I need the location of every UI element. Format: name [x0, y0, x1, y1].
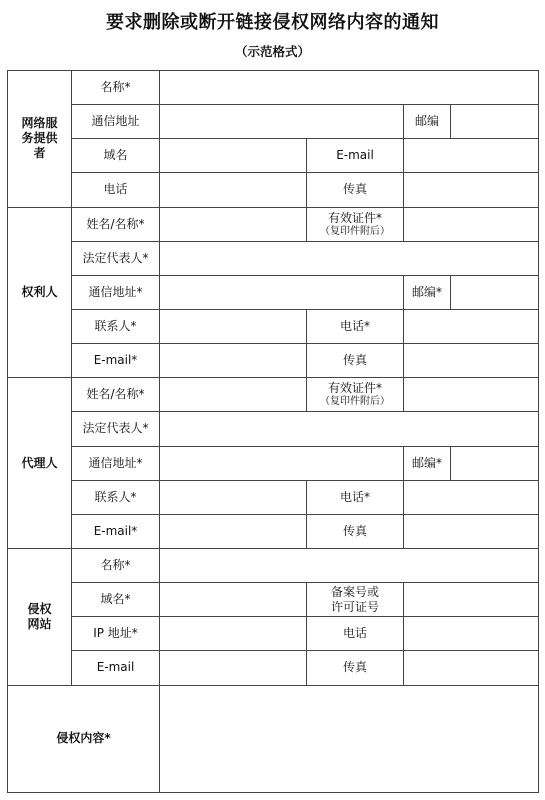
isp-postcode-label: 邮编 — [404, 105, 451, 139]
rh-address-field[interactable] — [160, 275, 404, 309]
rh-legal-rep-field[interactable] — [160, 241, 539, 275]
agent-fax-label: 传真 — [307, 514, 404, 548]
isp-postcode-field[interactable] — [451, 105, 539, 139]
rh-row-email — [8, 344, 539, 378]
isp-row-domain — [8, 139, 539, 173]
notice-form-table — [7, 70, 539, 793]
site-name-label: 名称* — [72, 548, 160, 582]
rh-row-contact — [8, 309, 539, 343]
site-ip-label: IP 地址* — [72, 617, 160, 651]
rh-id-doc-text: 有效证件* — [327, 210, 382, 225]
agent-id-doc-label — [307, 378, 404, 412]
site-row-name — [8, 548, 539, 582]
content-label: 侵权内容* — [8, 685, 160, 792]
site-fax-label: 传真 — [307, 651, 404, 685]
rh-fax-field[interactable] — [404, 344, 539, 378]
isp-section-label-text: 网络服务提供者 — [21, 116, 58, 161]
agent-row-email — [8, 514, 539, 548]
form-subtitle: （示范格式） — [234, 44, 310, 59]
site-email-field[interactable] — [160, 651, 307, 685]
agent-row-address — [8, 446, 539, 480]
site-phone-label: 电话 — [307, 617, 404, 651]
isp-domain-label: 域名 — [72, 139, 160, 173]
rh-name-label: 姓名/名称* — [72, 207, 160, 241]
isp-address-label: 通信地址 — [72, 105, 160, 139]
isp-row-address — [8, 105, 539, 139]
agent-legal-rep-field[interactable] — [160, 412, 539, 446]
site-record-label-line1: 备案号或 — [330, 584, 379, 599]
agent-phone-field[interactable] — [404, 480, 539, 514]
rh-postcode-field[interactable] — [451, 275, 539, 309]
content-field[interactable] — [160, 685, 539, 792]
agent-postcode-field[interactable] — [451, 446, 539, 480]
rh-name-field[interactable] — [160, 207, 307, 241]
isp-phone-field[interactable] — [160, 173, 307, 207]
isp-name-field[interactable] — [160, 71, 539, 105]
isp-row-name — [8, 71, 539, 105]
site-section-label — [8, 548, 72, 685]
isp-domain-field[interactable] — [160, 139, 307, 173]
agent-address-field[interactable] — [160, 446, 404, 480]
site-ip-field[interactable] — [160, 617, 307, 651]
agent-id-doc-text: 有效证件* — [327, 381, 382, 396]
site-row-email — [8, 651, 539, 685]
rh-email-label: E-mail* — [72, 344, 160, 378]
isp-address-field[interactable] — [160, 105, 404, 139]
isp-row-phone — [8, 173, 539, 207]
isp-section-label — [8, 71, 72, 208]
agent-legal-rep-label: 法定代表人* — [72, 412, 160, 446]
agent-name-label: 姓名/名称* — [72, 378, 160, 412]
rh-fax-label: 传真 — [307, 344, 404, 378]
isp-fax-label: 传真 — [307, 173, 404, 207]
agent-email-field[interactable] — [160, 514, 307, 548]
site-section-label-line2: 网站 — [27, 616, 52, 631]
rh-postcode-label: 邮编* — [404, 275, 451, 309]
agent-row-legal-rep — [8, 412, 539, 446]
agent-fax-field[interactable] — [404, 514, 539, 548]
rh-row-address — [8, 275, 539, 309]
site-email-label: E-mail — [72, 651, 160, 685]
site-name-field[interactable] — [160, 548, 539, 582]
rh-id-doc-note: （复印件附后） — [320, 225, 390, 237]
isp-fax-field[interactable] — [404, 173, 539, 207]
site-row-domain — [8, 583, 539, 617]
site-domain-label: 域名* — [72, 583, 160, 617]
rh-contact-label: 联系人* — [72, 309, 160, 343]
agent-row-contact — [8, 480, 539, 514]
site-row-ip — [8, 617, 539, 651]
rh-id-doc-label — [307, 207, 404, 241]
agent-name-field[interactable] — [160, 378, 307, 412]
isp-phone-label: 电话 — [72, 173, 160, 207]
agent-section-label: 代理人 — [8, 378, 72, 549]
agent-postcode-label: 邮编* — [404, 446, 451, 480]
site-record-label-line2: 许可证号 — [330, 599, 379, 614]
site-fax-field[interactable] — [404, 651, 539, 685]
rh-phone-field[interactable] — [404, 309, 539, 343]
rh-phone-label: 电话* — [307, 309, 404, 343]
rh-contact-field[interactable] — [160, 309, 307, 343]
rh-row-name — [8, 207, 539, 241]
agent-row-name — [8, 378, 539, 412]
agent-email-label: E-mail* — [72, 514, 160, 548]
rightholder-section-label: 权利人 — [8, 207, 72, 378]
site-phone-field[interactable] — [404, 617, 539, 651]
site-domain-field[interactable] — [160, 583, 307, 617]
agent-id-doc-note: （复印件附后） — [320, 396, 390, 408]
agent-phone-label: 电话* — [307, 480, 404, 514]
rh-address-label: 通信地址* — [72, 275, 160, 309]
agent-contact-field[interactable] — [160, 480, 307, 514]
rh-id-doc-field[interactable] — [404, 207, 539, 241]
isp-email-field[interactable] — [404, 139, 539, 173]
content-row — [8, 685, 539, 792]
rh-legal-rep-label: 法定代表人* — [72, 241, 160, 275]
form-title: 要求删除或断开链接侵权网络内容的通知 — [106, 12, 439, 33]
site-section-label-line1: 侵权 — [27, 601, 52, 616]
isp-email-label: E-mail — [307, 139, 404, 173]
site-record-field[interactable] — [404, 583, 539, 617]
rh-email-field[interactable] — [160, 344, 307, 378]
site-record-label — [307, 583, 404, 617]
agent-address-label: 通信地址* — [72, 446, 160, 480]
rh-row-legal-rep — [8, 241, 539, 275]
agent-contact-label: 联系人* — [72, 480, 160, 514]
isp-name-label: 名称* — [72, 71, 160, 105]
agent-id-doc-field[interactable] — [404, 378, 539, 412]
